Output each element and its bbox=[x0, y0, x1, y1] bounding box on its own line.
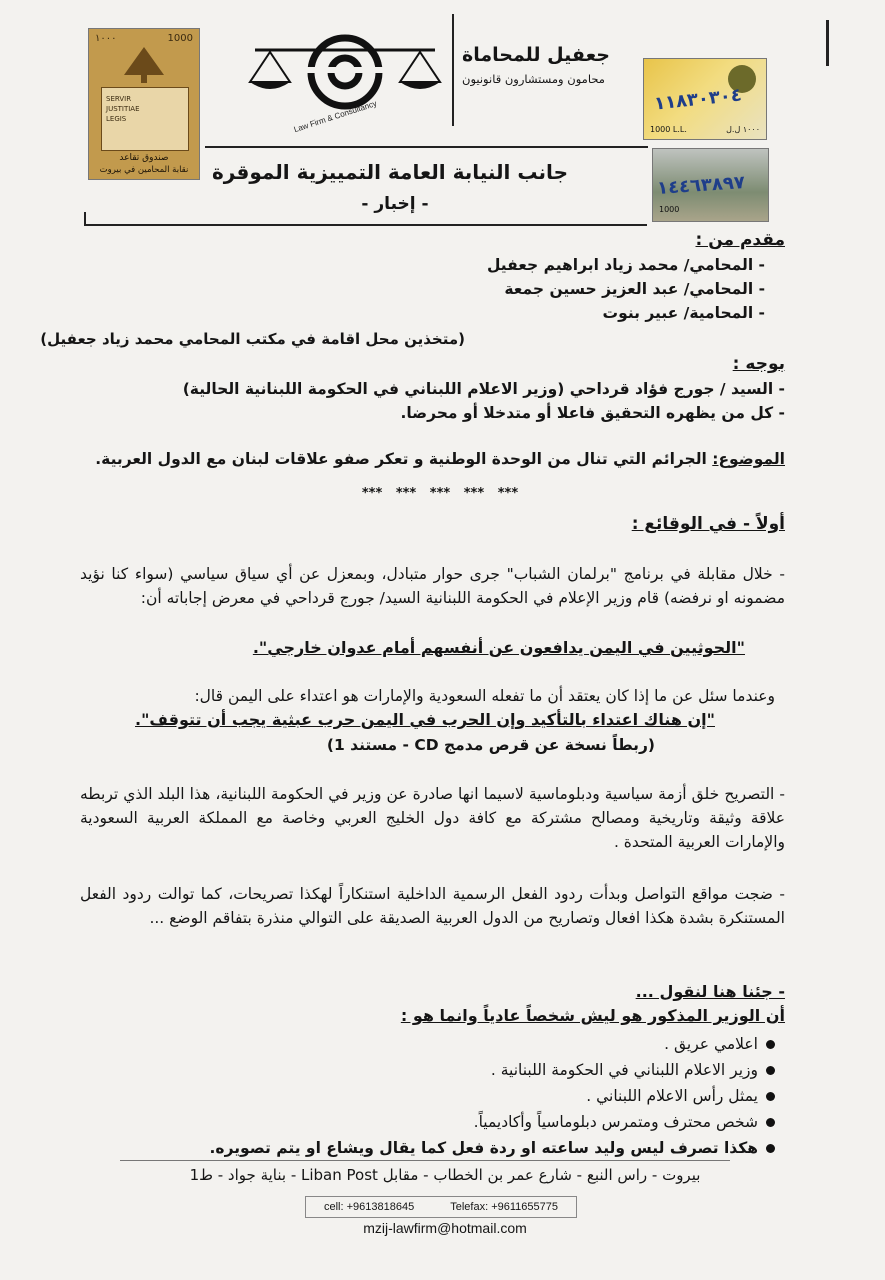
footer-phones bbox=[305, 1196, 577, 1218]
stamp-caption-2: نقابة المحامين في بيروت bbox=[99, 165, 189, 175]
stamp-serial-number: ١١٨٣٠٣٠٤ bbox=[653, 84, 743, 115]
bullet-icon bbox=[766, 1092, 775, 1101]
list-item bbox=[474, 1110, 775, 1134]
facts-paragraph-1: - خلال مقابلة في برنامج "برلمان الشباب" جرى حوار متبادل، وبمعزل عن أي سياق سياسي (سواء كنا نؤيد مضمونه او نرفضه) قام وزير الإعلام في الحكومة اللبنانية السيد/ جورج قرداحي في معرض إجاباته أن: bbox=[80, 565, 785, 607]
bullet-icon bbox=[766, 1040, 775, 1049]
header-divider bbox=[452, 14, 454, 126]
against-heading: بوجه : bbox=[732, 354, 785, 374]
margin-mark bbox=[826, 20, 829, 66]
quote-1: "الحوثيين في اليمن يدافعون عن أنفسهم أمام عدوان خارجي". bbox=[252, 638, 745, 657]
stamp-serial-number: ١٤٤٦٣٨٩٧ bbox=[656, 171, 746, 200]
fiscal-stamp-1 bbox=[643, 58, 767, 140]
stamp-value-ar: ١٠٠٠ bbox=[95, 33, 117, 44]
stamp-book-text: SERVIR JUSTITIAE LEGIS bbox=[106, 95, 140, 123]
firm-name: جعفيل للمحاماة bbox=[462, 44, 610, 66]
footer-cell: cell: +9613818645 bbox=[324, 1201, 415, 1213]
list-item bbox=[210, 1136, 775, 1160]
bullet-icon bbox=[766, 1066, 775, 1075]
footer-rule bbox=[120, 1160, 730, 1161]
bar-association-stamp bbox=[88, 28, 200, 180]
residence-note: (متخذين محل اقامة في مكتب المحامي محمد زياد جعفيل) bbox=[40, 330, 465, 348]
attachment-note: (ربطاً نسخة عن قرص مدمج CD - مستند 1) bbox=[326, 736, 655, 754]
list-item bbox=[664, 1032, 775, 1056]
document-type: - إخبار - bbox=[361, 194, 429, 214]
footer-email[interactable]: mzij-lawfirm@hotmail.com bbox=[363, 1220, 527, 1236]
list-item-text: هكذا تصرف ليس وليد ساعته او ردة فعل كما يقال ويشاع او يتم تصويره. bbox=[209, 1139, 758, 1157]
list-item-text: وزير الاعلام اللبناني في الحكومة اللبنانية . bbox=[490, 1061, 758, 1079]
stamp-caption-1: صندوق تقاعد bbox=[119, 153, 169, 163]
separator-stars: *** *** *** *** *** bbox=[361, 486, 519, 501]
bullet-icon bbox=[766, 1144, 775, 1153]
stamp-value: 1000 L.L. bbox=[650, 125, 687, 134]
stamp-value: 1000 bbox=[659, 205, 680, 214]
came-to-say: - جئنا هنا لنقول ... bbox=[635, 982, 785, 1001]
fiscal-stamp-2 bbox=[652, 148, 769, 222]
submitted-by-heading: مقدم من : bbox=[695, 230, 785, 250]
submitter-1: - المحامي/ محمد زياد ابراهيم جعفيل bbox=[486, 256, 765, 274]
submitter-3: - المحامية/ عبير بنوت bbox=[602, 304, 765, 322]
stamp-value: 1000 bbox=[167, 33, 193, 44]
quote-2: "إن هناك اعتداء بالتأكيد وإن الحرب في اليمن حرب عبثية يجب أن تتوقف". bbox=[135, 710, 715, 729]
list-item-text: اعلامي عريق . bbox=[664, 1035, 758, 1053]
title-bottom-rule bbox=[84, 224, 647, 226]
logo-caption: Law Firm & Consultancy bbox=[292, 98, 378, 135]
subject-line bbox=[95, 450, 785, 468]
list-item bbox=[586, 1084, 775, 1108]
footer-address: بيروت - راس النبع - شارع عمر بن الخطاب - مقابل Liban Post - بناية جواد - ط1 bbox=[189, 1166, 701, 1184]
list-item-text: يمثل رأس الاعلام اللبناني . bbox=[586, 1087, 758, 1105]
subject-label: الموضوع: bbox=[712, 450, 785, 468]
bullet-icon bbox=[766, 1118, 775, 1127]
minister-statement: أن الوزير المذكور هو ليش شخصاً عادياً وانما هو : bbox=[400, 1006, 785, 1025]
submitter-2: - المحامي/ عبد العزيز حسين جمعة bbox=[504, 280, 765, 298]
against-item-2: - كل من يظهره التحقيق فاعلا أو متدخلا أو محرضا. bbox=[400, 404, 785, 422]
title-top-rule bbox=[205, 146, 648, 148]
facts-heading: أولاً - في الوقائع : bbox=[631, 514, 785, 534]
list-item bbox=[491, 1058, 775, 1082]
facts-paragraph-3: - التصريح خلق أزمة سياسية ودبلوماسية لاسيما انها صادرة عن وزير في الحكومة اللبنانية، هذا البلد الذي تربطه علاقة وثيقة وتاريخية ومصالح مشتركة مع كافة دول الخليج العربي وخاصة مع المملكة العربية السعودية والإمارات العربية المتحدة . bbox=[80, 785, 785, 851]
firm-tagline: محامون ومستشارون قانونيون bbox=[462, 72, 605, 86]
recipient-title: جانب النيابة العامة التمييزية الموقرة bbox=[212, 160, 568, 184]
facts-paragraph-2: وعندما سئل عن ما إذا كان يعتقد أن ما تفعله السعودية والإمارات هو اعتداء على اليمن قال: bbox=[194, 687, 775, 705]
subject-text: الجرائم التي تنال من الوحدة الوطنية و تعكر صفو علاقات لبنان مع الدول العربية. bbox=[95, 450, 707, 468]
stamp-value-ar: ١٠٠٠ ل.ل bbox=[726, 125, 760, 134]
facts-paragraph-4: - ضجت مواقع التواصل وبدأت ردود الفعل الرسمية الداخلية استنكاراً لهكذا تصريحات، كما توالت ردود الفعل المستنكرة بشدة هكذا افعال وتصاريح من الدول العربية الصديقة على التوالي منذرة بتفاقم الوضع ... bbox=[80, 885, 785, 927]
stamp-book bbox=[101, 87, 189, 151]
list-item-text: شخص محترف ومتمرس دبلوماسياً وأكاديمياً. bbox=[473, 1113, 758, 1131]
cedar-tree-icon bbox=[119, 45, 169, 85]
against-item-1: - السيد / جورج فؤاد قرداحي (وزير الاعلام اللبناني في الحكومة اللبنانية الحالية) bbox=[182, 380, 785, 398]
footer-telefax: Telefax: +9611655775 bbox=[450, 1201, 558, 1213]
